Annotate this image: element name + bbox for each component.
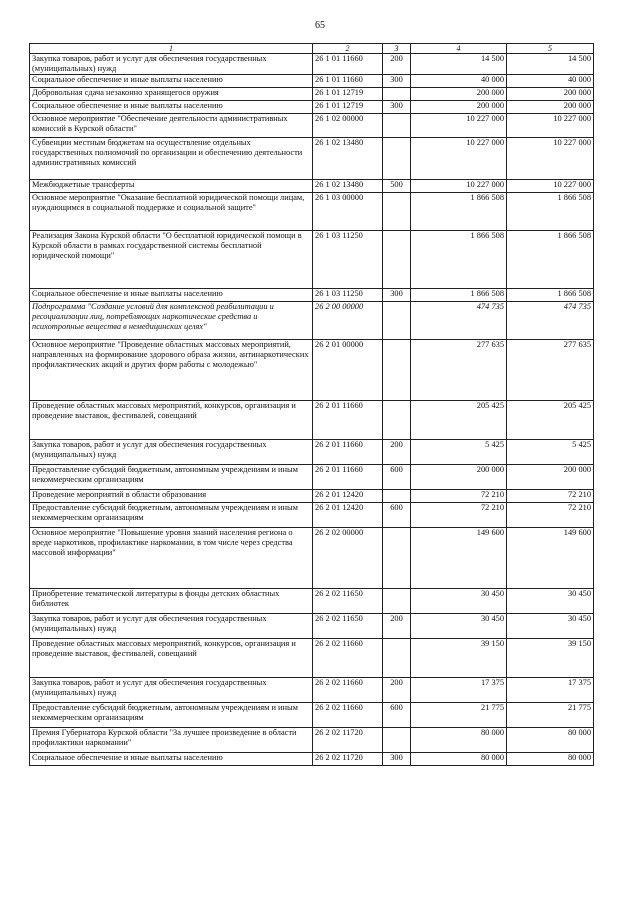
row-amount-cell: 17 375 <box>411 677 507 702</box>
row-code-cell: 26 2 02 11720 <box>313 752 383 765</box>
row-vr-cell: 600 <box>383 464 411 489</box>
row-amount-cell: 21 775 <box>507 702 594 727</box>
row-vr-cell <box>383 400 411 439</box>
row-vr-cell <box>383 727 411 752</box>
row-code-cell: 26 2 02 00000 <box>313 527 383 588</box>
header-cell: 3 <box>383 44 411 54</box>
row-amount-cell: 205 425 <box>507 400 594 439</box>
table-row <box>30 192 594 230</box>
row-code-cell: 26 1 02 13480 <box>313 179 383 192</box>
row-vr-cell: 300 <box>383 288 411 301</box>
table-row <box>30 74 594 87</box>
row-amount-cell: 1 866 508 <box>411 230 507 288</box>
table-row <box>30 179 594 192</box>
row-vr-cell: 600 <box>383 502 411 527</box>
table-row <box>30 301 594 339</box>
row-code-cell: 26 1 03 11250 <box>313 288 383 301</box>
row-name-cell: Подпрограмма "Создание условий для комплексной реабилитации и ресоциализации лиц, потребляющих наркотические средства и психотропные вещества в немедицинских целях" <box>30 301 313 339</box>
row-name-cell: Проведение мероприятий в области образования <box>30 489 313 502</box>
row-amount-cell: 30 450 <box>411 613 507 638</box>
row-amount-cell: 72 210 <box>411 489 507 502</box>
row-amount-cell: 200 000 <box>507 100 594 113</box>
row-vr-cell <box>383 588 411 613</box>
row-code-cell: 26 2 01 11660 <box>313 400 383 439</box>
row-vr-cell: 600 <box>383 702 411 727</box>
table-row <box>30 727 594 752</box>
table-row <box>30 752 594 765</box>
row-amount-cell: 205 425 <box>411 400 507 439</box>
row-vr-cell <box>383 301 411 339</box>
row-name-cell: Предоставление субсидий бюджетным, автономным учреждениям и иным некоммерческим организациям <box>30 464 313 489</box>
row-vr-cell <box>383 230 411 288</box>
table-row <box>30 588 594 613</box>
row-amount-cell: 474 735 <box>411 301 507 339</box>
table-row <box>30 527 594 588</box>
row-amount-cell: 10 227 000 <box>411 137 507 179</box>
row-code-cell: 26 1 02 13480 <box>313 137 383 179</box>
row-vr-cell <box>383 638 411 677</box>
row-amount-cell: 10 227 000 <box>411 113 507 137</box>
row-amount-cell: 80 000 <box>411 727 507 752</box>
row-code-cell: 26 2 02 11720 <box>313 727 383 752</box>
row-vr-cell: 300 <box>383 752 411 765</box>
table-row <box>30 100 594 113</box>
table-row <box>30 339 594 400</box>
row-amount-cell: 1 866 508 <box>411 288 507 301</box>
row-name-cell: Закупка товаров, работ и услуг для обеспечения государственных (муниципальных) нужд <box>30 439 313 464</box>
row-code-cell: 26 1 01 11660 <box>313 74 383 87</box>
row-amount-cell: 17 375 <box>507 677 594 702</box>
row-name-cell: Основное мероприятие "Проведение областных массовых мероприятий, направленных на формирование здорового образа жизни, антинаркотических профилактических акций и других форм работы с молодежью" <box>30 339 313 400</box>
row-amount-cell: 72 210 <box>507 502 594 527</box>
row-code-cell: 26 1 01 11660 <box>313 54 383 75</box>
row-amount-cell: 5 425 <box>507 439 594 464</box>
row-amount-cell: 1 866 508 <box>507 288 594 301</box>
row-name-cell: Основное мероприятие "Обеспечение деятельности административных комиссий в Курской области" <box>30 113 313 137</box>
row-name-cell: Основное мероприятие "Повышение уровня знаний населения региона о вреде наркотиков, профилактике наркомании, в том числе через средства массовой информации" <box>30 527 313 588</box>
row-amount-cell: 72 210 <box>507 489 594 502</box>
row-name-cell: Социальное обеспечение и иные выплаты населению <box>30 288 313 301</box>
row-amount-cell: 30 450 <box>507 613 594 638</box>
row-amount-cell: 80 000 <box>411 752 507 765</box>
table-row <box>30 137 594 179</box>
row-vr-cell <box>383 339 411 400</box>
row-code-cell: 26 2 01 11660 <box>313 464 383 489</box>
row-code-cell: 26 1 03 11250 <box>313 230 383 288</box>
row-vr-cell <box>383 192 411 230</box>
row-code-cell: 26 2 01 00000 <box>313 339 383 400</box>
row-amount-cell: 1 866 508 <box>507 230 594 288</box>
row-code-cell: 26 2 01 11660 <box>313 439 383 464</box>
row-amount-cell: 80 000 <box>507 752 594 765</box>
row-amount-cell: 10 227 000 <box>507 137 594 179</box>
row-name-cell: Приобретение тематической литературы в фонды детских областных библиотек <box>30 588 313 613</box>
row-amount-cell: 200 000 <box>411 87 507 100</box>
table-header-row <box>30 44 594 54</box>
row-vr-cell: 200 <box>383 54 411 75</box>
row-name-cell: Премия Губернатора Курской области "За лучшее произведение в области профилактики наркомании" <box>30 727 313 752</box>
row-name-cell: Социальное обеспечение и иные выплаты населению <box>30 752 313 765</box>
row-code-cell: 26 2 00 00000 <box>313 301 383 339</box>
row-name-cell: Проведение областных массовых мероприятий, конкурсов, организация и проведение выставок, фестивалей, совещаний <box>30 400 313 439</box>
row-amount-cell: 80 000 <box>507 727 594 752</box>
page-number: 65 <box>315 20 325 31</box>
table-row <box>30 502 594 527</box>
row-name-cell: Субвенции местным бюджетам на осуществление отдельных государственных полномочий по организации и обеспечению деятельности административных комиссий <box>30 137 313 179</box>
row-amount-cell: 40 000 <box>507 74 594 87</box>
row-vr-cell: 200 <box>383 613 411 638</box>
row-amount-cell: 200 000 <box>411 464 507 489</box>
table-row <box>30 464 594 489</box>
row-amount-cell: 21 775 <box>411 702 507 727</box>
row-vr-cell: 300 <box>383 74 411 87</box>
row-name-cell: Реализация Закона Курской области "О бесплатной юридической помощи в Курской области в рамках государственной системы бесплатной юридической помощи" <box>30 230 313 288</box>
row-name-cell: Закупка товаров, работ и услуг для обеспечения государственных (муниципальных) нужд <box>30 613 313 638</box>
row-amount-cell: 200 000 <box>507 464 594 489</box>
row-vr-cell <box>383 87 411 100</box>
table-row <box>30 87 594 100</box>
row-amount-cell: 277 635 <box>411 339 507 400</box>
row-amount-cell: 149 600 <box>411 527 507 588</box>
row-name-cell: Социальное обеспечение и иные выплаты населению <box>30 74 313 87</box>
row-amount-cell: 14 500 <box>411 54 507 75</box>
row-vr-cell <box>383 113 411 137</box>
header-cell: 5 <box>507 44 594 54</box>
row-code-cell: 26 2 01 12420 <box>313 502 383 527</box>
table-row <box>30 113 594 137</box>
table-row <box>30 613 594 638</box>
row-name-cell: Межбюджетные трансферты <box>30 179 313 192</box>
row-amount-cell: 277 635 <box>507 339 594 400</box>
row-name-cell: Закупка товаров, работ и услуг для обеспечения государственных (муниципальных) нужд <box>30 54 313 75</box>
row-code-cell: 26 1 01 12719 <box>313 100 383 113</box>
table-row <box>30 288 594 301</box>
row-code-cell: 26 1 01 12719 <box>313 87 383 100</box>
row-vr-cell <box>383 137 411 179</box>
row-amount-cell: 10 227 000 <box>411 179 507 192</box>
row-code-cell: 26 2 02 11650 <box>313 588 383 613</box>
table-row <box>30 702 594 727</box>
row-code-cell: 26 2 02 11650 <box>313 613 383 638</box>
table-row <box>30 400 594 439</box>
row-amount-cell: 200 000 <box>507 87 594 100</box>
budget-table <box>29 43 594 766</box>
row-amount-cell: 10 227 000 <box>507 179 594 192</box>
row-vr-cell <box>383 489 411 502</box>
row-amount-cell: 1 866 508 <box>411 192 507 230</box>
row-amount-cell: 200 000 <box>411 100 507 113</box>
row-amount-cell: 10 227 000 <box>507 113 594 137</box>
table-row <box>30 638 594 677</box>
row-amount-cell: 30 450 <box>507 588 594 613</box>
row-code-cell: 26 2 01 12420 <box>313 489 383 502</box>
row-name-cell: Закупка товаров, работ и услуг для обеспечения государственных (муниципальных) нужд <box>30 677 313 702</box>
row-name-cell: Предоставление субсидий бюджетным, автономным учреждениям и иным некоммерческим организациям <box>30 502 313 527</box>
table-row <box>30 489 594 502</box>
table-row <box>30 439 594 464</box>
row-amount-cell: 40 000 <box>411 74 507 87</box>
header-cell: 1 <box>30 44 313 54</box>
table-row <box>30 54 594 75</box>
row-amount-cell: 30 450 <box>411 588 507 613</box>
row-code-cell: 26 1 02 00000 <box>313 113 383 137</box>
row-code-cell: 26 1 03 00000 <box>313 192 383 230</box>
row-name-cell: Проведение областных массовых мероприятий, конкурсов, организация и проведение выставок, фестивалей, совещаний <box>30 638 313 677</box>
row-amount-cell: 5 425 <box>411 439 507 464</box>
table-row <box>30 230 594 288</box>
table-row <box>30 677 594 702</box>
row-amount-cell: 1 866 508 <box>507 192 594 230</box>
row-amount-cell: 474 735 <box>507 301 594 339</box>
row-code-cell: 26 2 02 11660 <box>313 638 383 677</box>
row-vr-cell: 500 <box>383 179 411 192</box>
header-cell: 4 <box>411 44 507 54</box>
row-code-cell: 26 2 02 11660 <box>313 677 383 702</box>
row-amount-cell: 39 150 <box>411 638 507 677</box>
row-vr-cell: 200 <box>383 677 411 702</box>
row-amount-cell: 39 150 <box>507 638 594 677</box>
row-name-cell: Добровольная сдача незаконно хранящегося оружия <box>30 87 313 100</box>
row-name-cell: Предоставление субсидий бюджетным, автономным учреждениям и иным некоммерческим организациям <box>30 702 313 727</box>
row-amount-cell: 14 500 <box>507 54 594 75</box>
row-amount-cell: 149 600 <box>507 527 594 588</box>
row-name-cell: Основное мероприятие "Оказание бесплатной юридической помощи лицам, нуждающимся в социальной поддержке и социальной защите" <box>30 192 313 230</box>
row-amount-cell: 72 210 <box>411 502 507 527</box>
header-cell: 2 <box>313 44 383 54</box>
row-vr-cell: 200 <box>383 439 411 464</box>
row-code-cell: 26 2 02 11660 <box>313 702 383 727</box>
row-vr-cell <box>383 527 411 588</box>
row-vr-cell: 300 <box>383 100 411 113</box>
row-name-cell: Социальное обеспечение и иные выплаты населению <box>30 100 313 113</box>
